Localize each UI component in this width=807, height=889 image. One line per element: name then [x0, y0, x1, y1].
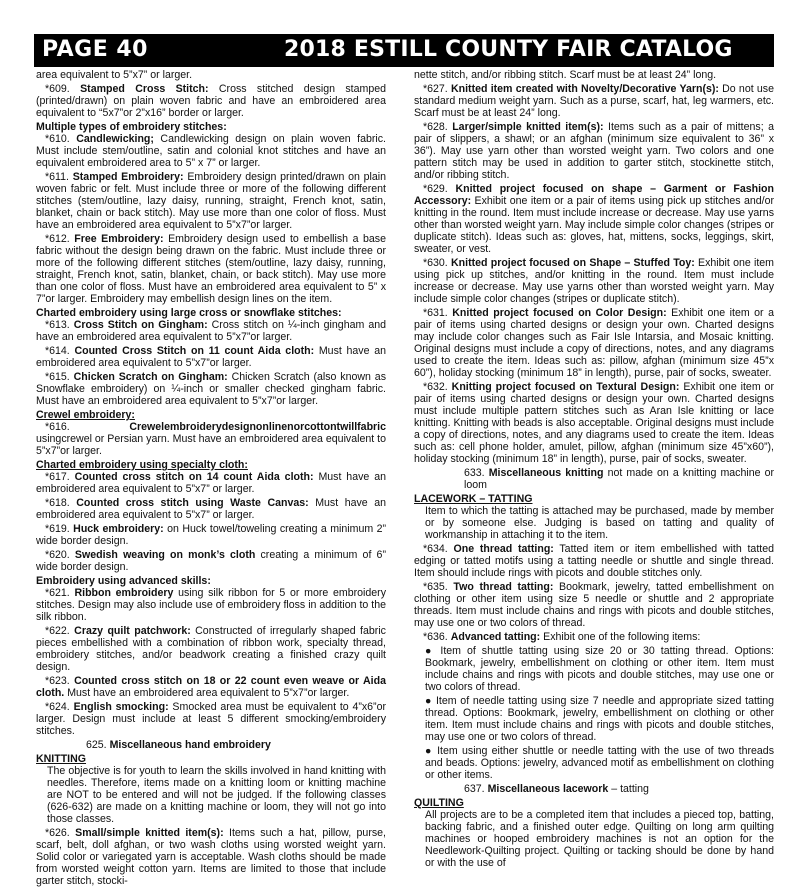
class-description: – tatting: [611, 783, 649, 795]
page-number: PAGE 40: [42, 37, 148, 62]
class-description: Bookmark, jewelry, tatted embellishment on clothing or other item using size 5 needle or shuttle and 2 appropriate threads. Item must include chains and rings with picots and double stitches, may use one or two colors of thread.: [414, 581, 774, 629]
class-number: 625.: [86, 739, 107, 751]
class-number: 633.: [464, 467, 485, 479]
class-entry: [36, 739, 386, 751]
class-number: *631.: [423, 307, 448, 319]
class-number: *612.: [45, 233, 70, 245]
class-number: *635.: [423, 581, 448, 593]
class-number: *618.: [45, 497, 70, 509]
class-description: Must have an embroidered area equivalent to 5”x7” or larger.: [36, 471, 386, 495]
class-description: Must have an embroidered area equivalent to 5”x7”or larger.: [36, 345, 386, 369]
class-name: Miscellaneous knitting: [488, 467, 604, 479]
paragraph-text: ● Item of shuttle tatting using size 20 or 30 tatting thread. Options: Bookmark, jewelry, embellishment on clothing or other item. Item must include chains and rings with picots and double stitches, may use one or two colors of thread.: [425, 645, 774, 693]
heading-text: Crewel embroidery:: [36, 409, 135, 421]
section-heading: [414, 493, 774, 505]
class-number: *623.: [45, 675, 70, 687]
class-description: Must have an embroidered area equivalent to 5”x7” or larger.: [36, 497, 386, 521]
class-name: Knitted project focused on shape – Garment or Fashion Accessory:: [414, 183, 774, 207]
class-name: Ribbon embroidery: [74, 587, 174, 599]
left-column: [36, 69, 386, 889]
class-number: *624.: [45, 701, 70, 713]
class-entry: [414, 183, 774, 255]
class-name: Knitted project focused on Shape – Stuffed Toy:: [451, 257, 695, 269]
class-entry: [36, 133, 386, 169]
class-description: Items such as a pair of mittens; a pair of slippers, a shawl; or an afghan (minimum size equivalent to 36” x 36”). May use yarn other than worsted weight yarn. Two colors and one pattern stitch may be used in addition to garter stitch, stockinette stitch, and/or ribbing stitch.: [414, 121, 774, 181]
heading-text: QUILTING: [414, 797, 464, 809]
class-entry: [36, 523, 386, 547]
section-heading: [36, 409, 386, 421]
heading-text: Charted embroidery using specialty cloth:: [36, 459, 248, 471]
class-description: Constructed of irregularly shaped fabric pieces embellished with a combination of ribbon work, specialty thread, embroidery stitches, and/or beadwork creating a finished crazy quilt design.: [36, 625, 386, 673]
class-description: Embroidery design printed/drawn on plain woven fabric or felt. Must include three or more of the following different stitches (stem/outline, lazy daisy, running, straight, French knot, satin, blanket, chain or back stitch). May use more than one color of floss. Must have an embroidered area equivalent to 5”x7”or larger.: [36, 171, 386, 231]
class-name: English smocking:: [73, 701, 169, 713]
class-name: Huck embroidery:: [73, 523, 164, 535]
class-name: Advanced tatting:: [450, 631, 541, 643]
paragraph: [414, 69, 774, 81]
class-number: *622.: [45, 625, 70, 637]
section-heading: [414, 797, 774, 809]
class-entry: [36, 701, 386, 737]
class-entry: [36, 421, 386, 457]
class-entry: [36, 83, 386, 119]
paragraph-text: All projects are to be a completed item that includes a pieced top, batting, backing fabric, and a finished outer edge. Quilting on long arm quilting machines or hooped embroidery machines is not an option for the Needlework-Quilting project. Quilting or tacking should be done by hand or with the use of: [425, 809, 774, 869]
class-number: *614.: [45, 345, 70, 357]
class-description: Cross stitched design stamped (printed/drawn) on plain woven fabric and have an embroidered area equivalent to “5x7”or 2”x16” border or larger.: [36, 83, 386, 119]
paragraph-text: ● Item of needle tatting using size 7 needle and appropriate sized tatting thread. Options: Bookmark, jewelry, embellishment on clothing or other item. Item must include chains and rings with picots and double stitches, may use one or two colors of thread.: [425, 695, 774, 743]
class-name: Counted cross stitch on 14 count Aida cloth:: [74, 471, 314, 483]
paragraph-text: Item to which the tatting is attached may be purchased, made by member or by someone else. Judging is based on tatting and quality of workmanship in attaching it to the item.: [425, 505, 774, 541]
class-description: Items such a hat, pillow, purse, scarf, belt, doll afghan, or two wash cloths using worsted weight yarn. Solid color or variegated yarn is acceptable. Wash cloths should be made from worsted weight cotton yarn. Items are limited to those that include garter stitch, stocki-: [36, 827, 386, 887]
class-description: Candlewicking design on plain woven fabric. Must include stem/outline, satin and colonial knot stitches and have an equivalent embroidered area to 5” x 7” or larger.: [36, 133, 386, 169]
section-intro: [414, 505, 774, 541]
class-number: *619.: [45, 523, 70, 535]
paragraph-text: ● Item using either shuttle or needle tatting with the use of two threads and beads. Options: jewelry, advanced motif as embellishment on clothing or other items.: [425, 745, 774, 781]
section-intro: [414, 645, 774, 693]
class-entry: [414, 543, 774, 579]
class-name: Counted cross stitch on 18 or 22 count even weave or Aida cloth.: [36, 675, 386, 699]
class-entry: [414, 121, 774, 181]
paragraph-text: nette stitch, and/or ribbing stitch. Scarf must be at least 24” long.: [414, 69, 717, 81]
class-entry: [414, 783, 774, 795]
class-number: *616.: [45, 421, 70, 433]
class-entry: [36, 233, 386, 305]
class-description: not made on a knitting machine or loom: [464, 467, 774, 491]
class-entry: [36, 497, 386, 521]
class-entry: [36, 371, 386, 407]
class-entry: [36, 587, 386, 623]
class-number: *609.: [45, 83, 70, 95]
class-name: Crewelembroiderydesignonlinenorcottontwillfabric: [129, 421, 386, 433]
class-description: Exhibit one of the following items:: [543, 631, 701, 643]
class-entry: [36, 471, 386, 495]
class-description: Do not use standard medium weight yarn. Such as a purse, scarf, hat, leg warmers, etc. Scarf must be at least 24” long.: [414, 83, 774, 119]
class-name: Candlewicking;: [76, 133, 154, 145]
heading-text: Charted embroidery using large cross or snowflake stitches:: [36, 307, 342, 319]
class-entry: [414, 381, 774, 465]
class-description: Embroidery design used to embellish a base fabric without the design being drawn on the fabric. Must include three or more of the following different stitches (stem/outline, lazy daisy, running, straight, French knot, satin, blanket, chain, or back stitch). May use more than one color of floss. Must have an embroidered area equivalent to 5” x 7”or larger. Embroidery may embellish design lines on the item.: [36, 233, 386, 305]
class-description: Cross stitch on ¼-inch gingham and have an embroidered area equivalent to 5”x7”or larger.: [36, 319, 386, 343]
class-number: 637.: [464, 783, 485, 795]
heading-text: Multiple types of embroidery stitches:: [36, 121, 227, 133]
heading-text: Embroidery using advanced skills:: [36, 575, 211, 587]
right-column: [414, 69, 774, 871]
class-number: *628.: [423, 121, 448, 133]
class-number: *636.: [423, 631, 448, 643]
class-description: using silk ribbon for 5 or more embroidery stitches. Design may also include use of embroidery floss in addition to the silk ribbon.: [36, 587, 386, 623]
class-name: Counted Cross Stitch on 11 count Aida cloth:: [74, 345, 315, 357]
class-description: Tatted item or item embellished with tatted edging or tatted motifs using a tatting needle or shuttle and single thread. Item should include rings with picots and double stitches only.: [414, 543, 774, 579]
class-description: Exhibit one item using pick up stitches, and/or knitting in the round. Item must include increase or decrease. May use yarns other than worsted weight yarn. May include simple color changes (stripes or duplicate stitch).: [414, 257, 774, 305]
class-number: *613.: [45, 319, 70, 331]
section-intro: [36, 765, 386, 825]
class-name: Miscellaneous hand embroidery: [109, 739, 271, 751]
section-heading: [36, 753, 386, 765]
class-name: One thread tatting:: [453, 543, 554, 555]
class-number: *626.: [45, 827, 70, 839]
class-name: Knitted item created with Novelty/Decorative Yarn(s):: [450, 83, 719, 95]
class-name: Free Embroidery:: [74, 233, 164, 245]
class-name: Swedish weaving on monk’s cloth: [74, 549, 256, 561]
class-description: Smocked area must be equivalent to 4”x6”or larger. Design must include at least 5 different smocking/embroidery stitches.: [36, 701, 387, 737]
class-number: *621.: [45, 587, 70, 599]
section-intro: [414, 809, 774, 869]
class-entry: [414, 631, 774, 643]
class-number: *634.: [423, 543, 448, 555]
class-description: Exhibit one item or pair of items using charted designs or design your own. Charted designs must include multiple pattern stitches such as Aran Isle knitting or lace knitting. Knitting with beads is also acceptable. Original designs must include a copy of directions, notes, and any diagrams used to create the item. Ideas such as: cell phone holder, amulet, pillow, afghan (minimum size 45”x60”), holiday stocking (minimum 18” in length), purse, pair of socks, sweater.: [414, 381, 774, 465]
class-name: Stamped Cross Stitch:: [80, 83, 209, 95]
section-heading: [36, 121, 386, 133]
class-entry: [36, 827, 386, 887]
class-entry: [414, 467, 774, 491]
class-name: Cross Stitch on Gingham:: [73, 319, 208, 331]
class-description: creating a minimum of 6” wide border design.: [36, 549, 386, 573]
class-name: Knitted project focused on Color Design:: [452, 307, 667, 319]
class-entry: [414, 307, 774, 379]
class-number: *610.: [45, 133, 70, 145]
paragraph: [36, 69, 386, 81]
page-header-banner: [34, 34, 774, 67]
class-number: *629.: [423, 183, 448, 195]
catalog-title: 2018 ESTILL COUNTY FAIR CATALOG: [284, 37, 733, 62]
class-number: *615.: [45, 371, 70, 383]
class-entry: [414, 581, 774, 629]
class-entry: [36, 625, 386, 673]
section-heading: [36, 307, 386, 319]
class-description: Exhibit one item or a pair of items using charted designs or design your own. Charted designs may include color changes such as Fair Isle Intarsia, and Mosaic knitting. Original designs must include a copy of directions, notes, and any diagrams used to create the item. Ideas such as: pillow, afghan (minimum size 45”x 60”), holiday stocking (minimum 18” in length), purse, pair of socks, sweater.: [414, 307, 774, 379]
class-name: Two thread tatting:: [453, 581, 554, 593]
class-entry: [36, 549, 386, 573]
class-name: Counted cross stitch using Waste Canvas:: [76, 497, 309, 509]
class-number: *611.: [45, 171, 69, 183]
class-description: Exhibit one item or a pair of items using pick up stitches and/or knitting in the round. Item must include increase or decrease. May use yarns other than worsted weight yarn. May include simple color changes (stripes or duplicate stitch). Ideas such as: gloves, hat, mittens, socks, leggings, skirt, sweater, or vest.: [414, 195, 774, 255]
heading-text: LACEWORK – TATTING: [414, 493, 533, 505]
class-description: Chicken Scratch (also known as Snowflake embroidery) on ¼-inch or smaller checked gingham fabric. Must have an embroidered area equivalent to 5”x7”or larger.: [36, 371, 386, 407]
paragraph-text: area equivalent to 5”x7” or larger.: [36, 69, 193, 81]
heading-text: KNITTING: [36, 753, 87, 765]
section-intro: [414, 745, 774, 781]
class-description: on Huck towel/toweling creating a minimum 2” wide border design.: [36, 523, 387, 547]
class-entry: [36, 345, 386, 369]
class-number: *620.: [45, 549, 70, 561]
class-entry: [414, 83, 774, 119]
class-description: Must have an embroidered area equivalent to 5”x7”or larger.: [67, 687, 350, 699]
class-name: Knitting project focused on Textural Design:: [451, 381, 680, 393]
section-heading: [36, 575, 386, 587]
class-number: *627.: [423, 83, 448, 95]
class-name: Larger/simple knitted item(s):: [452, 121, 604, 133]
class-description: usingcrewel or Persian yarn. Must have an embroidered area equivalent to 5”x7”or larger.: [36, 433, 386, 457]
class-entry: [36, 171, 386, 231]
class-entry: [414, 257, 774, 305]
class-number: *617.: [45, 471, 70, 483]
class-number: *630.: [423, 257, 448, 269]
class-name: Crazy quilt patchwork:: [74, 625, 191, 637]
class-entry: [36, 319, 386, 343]
class-name: Miscellaneous lacework: [487, 783, 609, 795]
class-name: Chicken Scratch on Gingham:: [73, 371, 228, 383]
class-entry: [36, 675, 386, 699]
paragraph-text: The objective is for youth to learn the skills involved in hand knitting with needles. Therefore, items made on a knitting loom or knitting machine are NOT to be entered and will not be judged. If the following classes (626-632) are made on a knitting machine or loom, they will not go into those classes.: [47, 765, 386, 825]
class-number: *632.: [423, 381, 448, 393]
class-name: Stamped Embroidery:: [72, 171, 184, 183]
section-heading: [36, 459, 386, 471]
section-intro: [414, 695, 774, 743]
class-name: Small/simple knitted item(s):: [75, 827, 224, 839]
